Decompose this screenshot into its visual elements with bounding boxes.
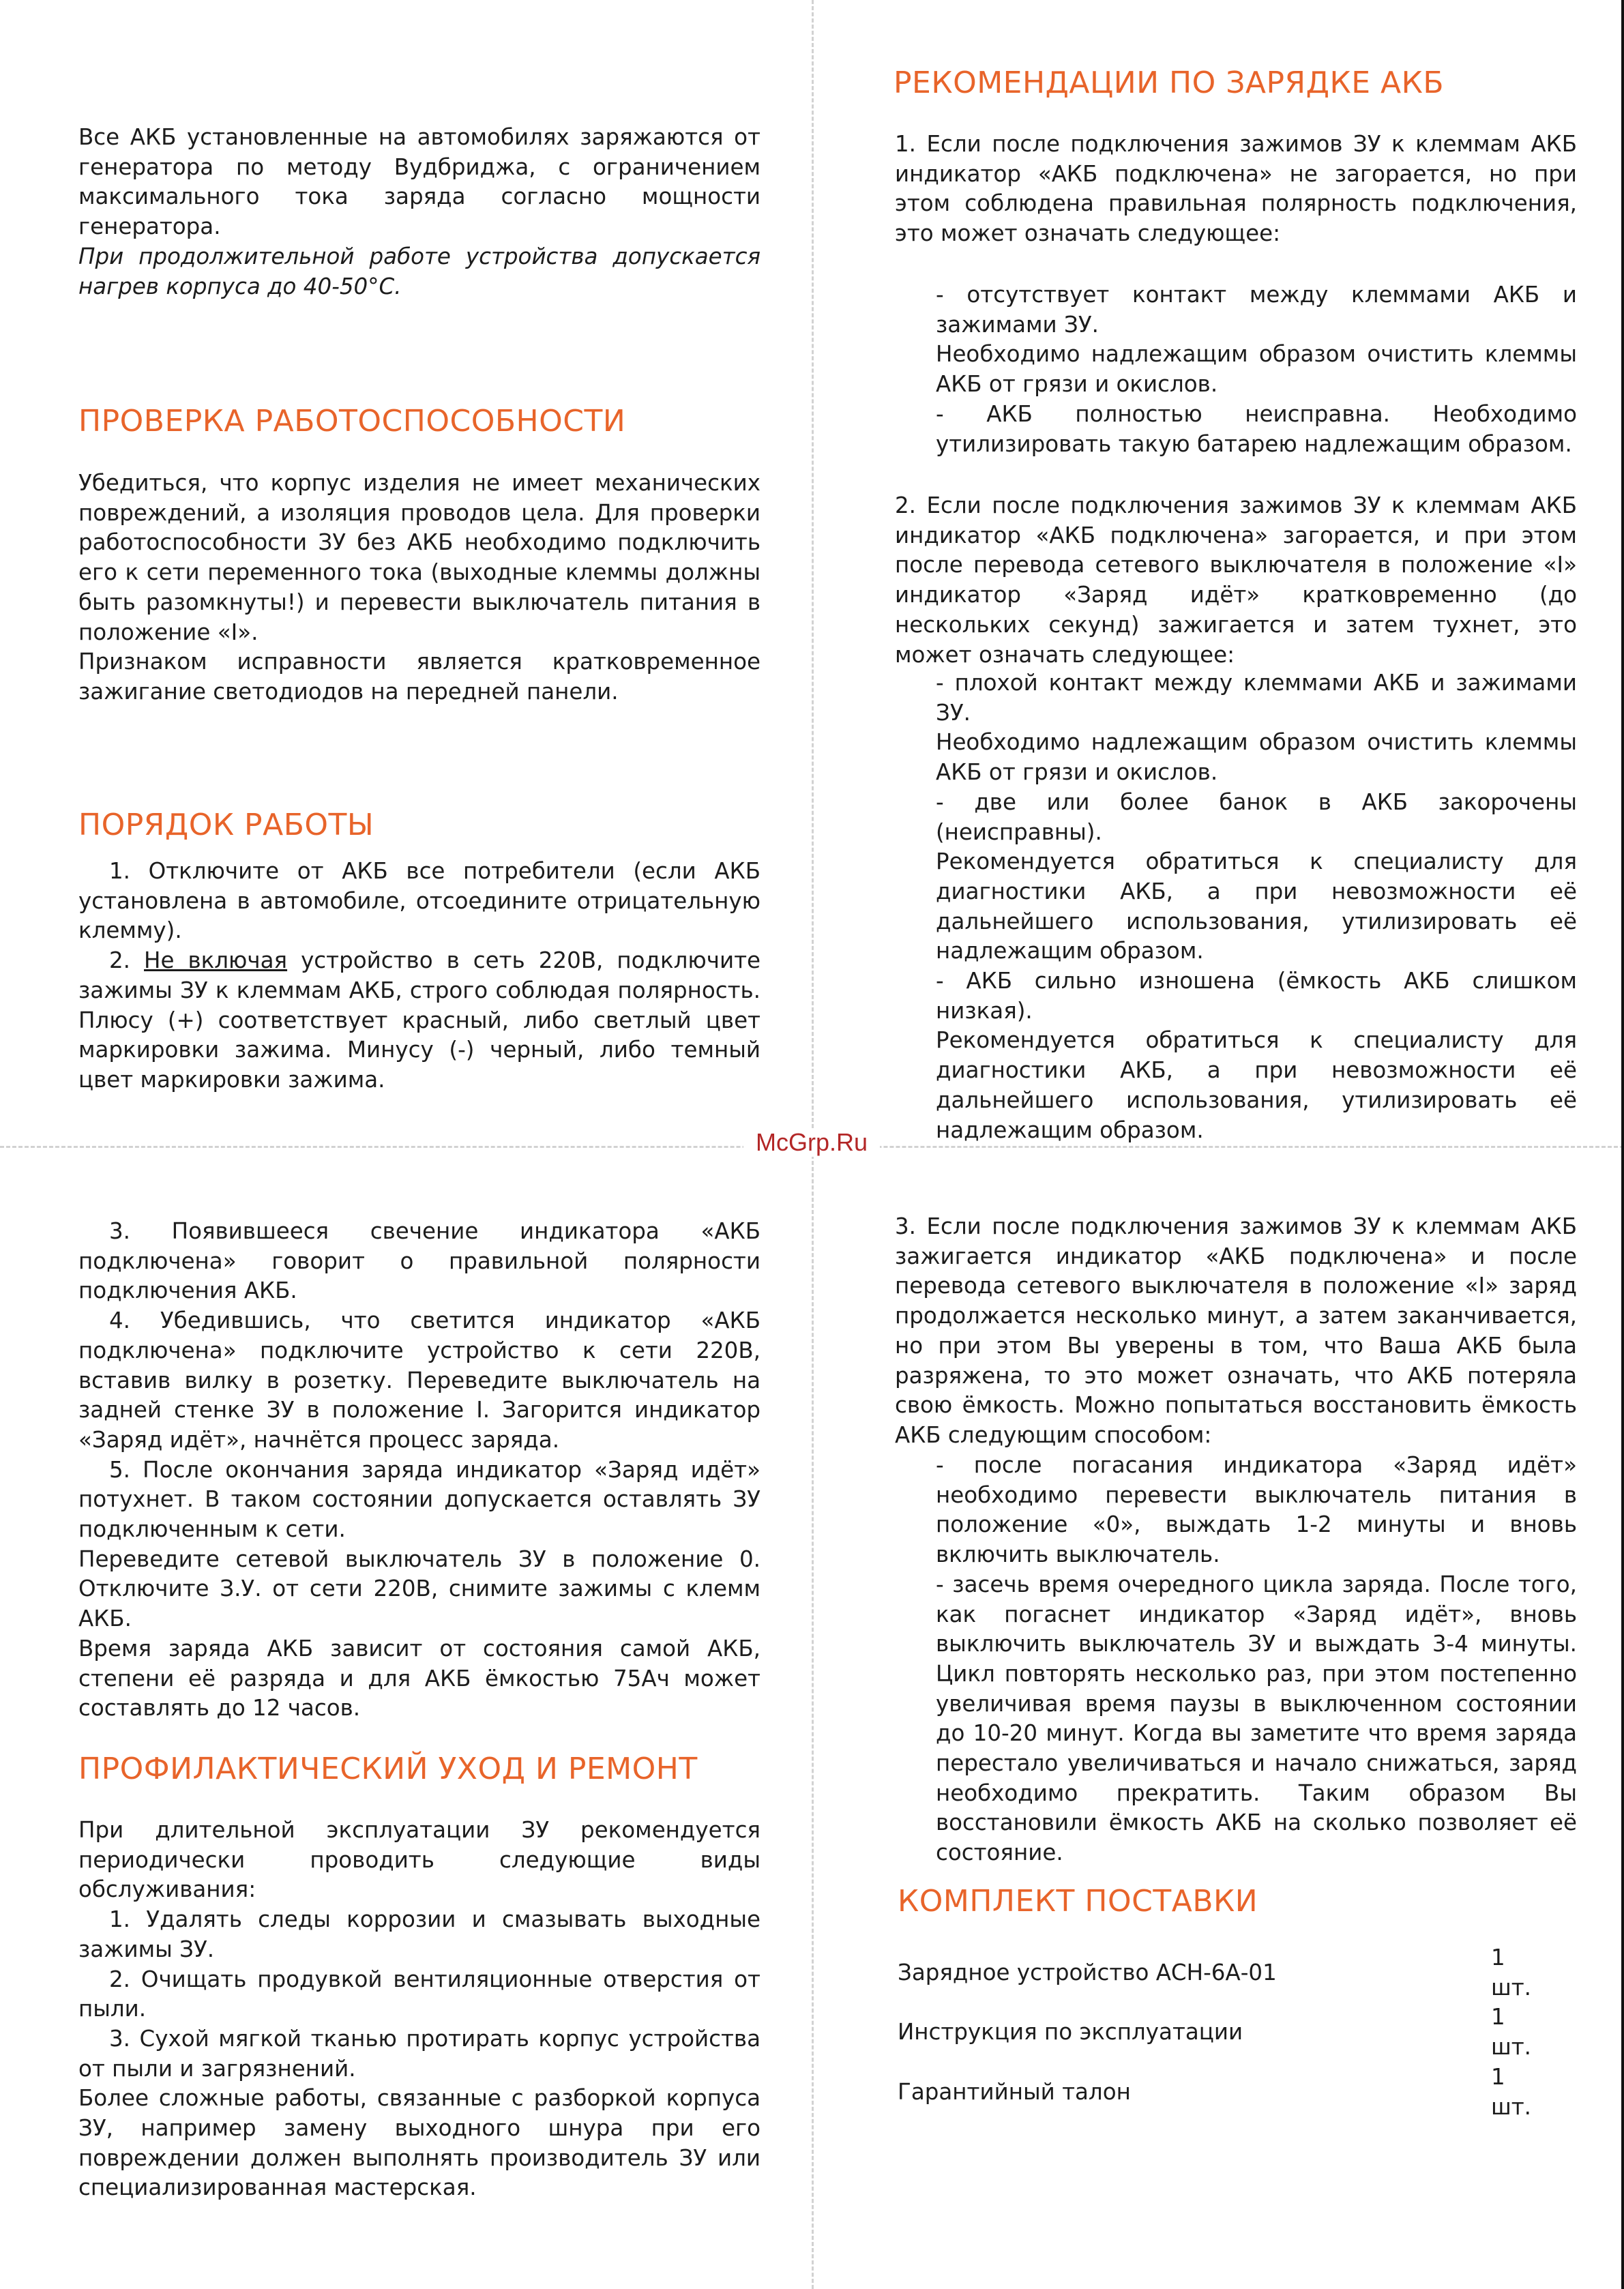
- recommend-case-2-a: - плохой контакт между клеммами АКБ и зажимами ЗУ.: [936, 670, 1577, 726]
- recommend-case-3-a: - после погасания индикатора «Заряд идёт» необходимо перевести выключатель питания в положение «0», выждать 1-2 минуты и вновь включить выключатель.: [936, 1452, 1577, 1568]
- intro-italic-note: При продолжительной работе устройства допускается нагрев корпуса до 40-50°С.: [78, 243, 761, 299]
- section-title-check: ПРОВЕРКА РАБОТОСПОСОБНОСТИ: [78, 404, 626, 439]
- recommend-case-1-list: [936, 280, 1577, 459]
- recommend-case-1-c: - АКБ полностью неисправна. Необходимо утилизировать такую батарею надлежащим образом.: [936, 400, 1577, 457]
- section-title-procedure: ПОРЯДОК РАБОТЫ: [78, 808, 374, 842]
- procedure-section-bottom: [78, 1217, 761, 1724]
- kit-item-qty: 1 шт.: [1491, 2004, 1532, 2061]
- recommend-case-2-text: 2. Если после подключения зажимов ЗУ к клеммам АКБ индикатор «АКБ подключена» загорается, и при этом после перевода сетевого выключателя в положение «I» индикатор «Заряд идёт» кратковременно (до нескольких секунд) зажигается и затем тухнет, это может означать следующее:: [895, 492, 1577, 668]
- section-title-maintenance: ПРОФИЛАКТИЧЕСКИЙ УХОД И РЕМОНТ: [78, 1752, 698, 1786]
- procedure-step-2: [78, 946, 761, 1095]
- kit-row: [898, 2003, 1546, 2062]
- maintenance-item-1: 1. Удалять следы коррозии и смазывать выходные зажимы ЗУ.: [78, 1906, 761, 1962]
- procedure-step-4: 4. Убедившись, что светится индикатор «АКБ подключена» подключите устройство к сети 220В, вставив вилку в розетку. Переведите выключатель на задней стенке ЗУ в положение I. Загорится индикатор «Заряд идёт», начнётся процесс заряда.: [78, 1308, 761, 1453]
- procedure-charge-time: Время заряда АКБ зависит от состояния самой АКБ, степени её разряда и для АКБ ёмкостью 75Ач может составлять до 12 часов.: [78, 1635, 761, 1722]
- recommend-case-2-f: Рекомендуется обратиться к специалисту для диагностики АКБ, а при невозможности её дальнейшего использования, утилизировать её надлежащим образом.: [936, 1027, 1577, 1143]
- section-title-recommendations: РЕКОМЕНДАЦИИ ПО ЗАРЯДКЕ АКБ: [894, 65, 1445, 100]
- recommend-case-2-c: - две или более банок в АКБ закорочены (неисправны).: [936, 788, 1577, 845]
- kit-row: [898, 1943, 1546, 2003]
- recommend-case-1: [895, 130, 1577, 249]
- kit-item-qty: 1 шт.: [1491, 1945, 1532, 2000]
- check-paragraph-1: Убедиться, что корпус изделия не имеет механических повреждений, а изоляция проводов цела. Для проверки работоспособности ЗУ без АКБ необходимо подключить его к сети переменного тока (выходные клеммы должны быть разомкнуты!) и перевести выключатель питания в положение «I».: [78, 470, 761, 645]
- step-2-underlined: Не включая: [144, 947, 288, 974]
- procedure-step-5: 5. После окончания заряда индикатор «Заряд идёт» потухнет. В таком состоянии допускается оставлять ЗУ подключенным к сети.: [78, 1456, 761, 1543]
- intro-text: Все АКБ установленные на автомобилях заряжаются от генератора по методу Вудбриджа, с ограничением максимального тока заряда согласно мощности генератора.: [78, 124, 761, 240]
- procedure-step-1: 1. Отключите от АКБ все потребители (если АКБ установлена в автомобиле, отсоедините отрицательную клемму).: [78, 858, 761, 944]
- maintenance-item-2: 2. Очищать продувкой вентиляционные отверстия от пыли.: [78, 1966, 761, 2022]
- kit-item-qty: 1 шт.: [1491, 2063, 1532, 2120]
- kit-item-name: Гарантийный талон: [898, 2078, 1131, 2105]
- maintenance-item-3: 3. Сухой мягкой тканью протирать корпус устройства от пыли и загрязнений.: [78, 2025, 761, 2082]
- kit-item-name: Инструкция по эксплуатации: [898, 2019, 1243, 2046]
- recommend-case-1-text: 1. Если после подключения зажимов ЗУ к клеммам АКБ индикатор «АКБ подключена» не загорается, но при этом соблюдена правильная полярность подключения, это может означать следующее:: [895, 131, 1577, 247]
- procedure-power-off: Переведите сетевой выключатель ЗУ в положение 0. Отключите З.У. от сети 220В, снимите зажимы с клемм АКБ.: [78, 1546, 761, 1632]
- step-2-text: устройство в сеть 220В, подключите зажимы ЗУ к клеммам АКБ, строго соблюдая полярность. Плюсу (+) соответствует красный, либо светлый цвет маркировки зажима. Минусу (-) черный, либо темный цвет маркировки зажима.: [78, 947, 761, 1093]
- recommend-case-2-b: Необходимо надлежащим образом очистить клеммы АКБ от грязи и окислов.: [936, 729, 1577, 786]
- procedure-step-3: 3. Появившееся свечение индикатора «АКБ подключена» говорит о правильной полярности подключения АКБ.: [78, 1218, 761, 1304]
- maintenance-intro: При длительной эксплуатации ЗУ рекомендуется периодически проводить следующие виды обслуживания:: [78, 1817, 761, 1903]
- maintenance-section: [78, 1816, 761, 2203]
- recommend-case-3-b: - засечь время очередного цикла заряда. После того, как погаснет индикатор «Заряд идёт», вновь выключить выключатель ЗУ и выждать 3-4 минуты. Цикл повторять несколько раз, при этом постепенно увеличивая время паузы в выключенном состоянии до 10-20 минут. Когда вы заметите что время заряда перестало увеличиваться и начало снижаться, заряд необходимо прекратить. Таким образом Вы восстановили ёмкость АКБ на сколько позволяет её состояние.: [936, 1571, 1577, 1866]
- recommend-case-1-b: Необходимо надлежащим образом очистить клеммы АКБ от грязи и окислов.: [936, 341, 1577, 398]
- recommend-case-2-d: Рекомендуется обратиться к специалисту для диагностики АКБ, а при невозможности её дальнейшего использования, утилизировать её надлежащим образом.: [936, 848, 1577, 964]
- maintenance-outro: Более сложные работы, связанные с разборкой корпуса ЗУ, например замену выходного шнура при его повреждении должен выполнять производитель ЗУ или специализированная мастерская.: [78, 2085, 761, 2201]
- recommend-case-3-text: 3. Если после подключения зажимов ЗУ к клеммам АКБ зажигается индикатор «АКБ подключена» и после перевода сетевого выключателя в положение «I» заряд продолжается несколько минут, а затем заканчивается, но при этом Вы уверены в том, что Ваша АКБ была разряжена, то это может означать, что АКБ потеряла свою ёмкость. Можно попытаться восстановить ёмкость АКБ следующим способом:: [895, 1213, 1577, 1448]
- kit-list: [898, 1943, 1546, 2122]
- kit-row: [898, 2063, 1546, 2122]
- page-edge: [1621, 0, 1624, 2289]
- section-title-kit: КОМПЛЕКТ ПОСТАВКИ: [898, 1884, 1258, 1919]
- recommend-case-1-a: - отсутствует контакт между клеммами АКБ и зажимами ЗУ.: [936, 282, 1577, 338]
- intro-paragraph: [78, 123, 761, 301]
- recommend-case-2-list: [936, 668, 1577, 1145]
- check-section: [78, 469, 761, 707]
- recommend-case-3-list: [936, 1451, 1577, 1868]
- kit-table: [898, 1943, 1546, 2122]
- recommend-case-3: [895, 1212, 1577, 1451]
- recommend-case-2: [895, 491, 1577, 670]
- step-2-number: 2.: [109, 947, 145, 974]
- procedure-section-top: [78, 857, 761, 1095]
- check-paragraph-2: Признаком исправности является кратковременное зажигание светодиодов на передней панели.: [78, 649, 761, 705]
- recommend-case-2-e: - АКБ сильно изношена (ёмкость АКБ слишком низкая).: [936, 968, 1577, 1024]
- kit-item-name: Зарядное устройство АСН-6А-01: [898, 1959, 1277, 1985]
- watermark: McGrp.Ru: [743, 1128, 880, 1157]
